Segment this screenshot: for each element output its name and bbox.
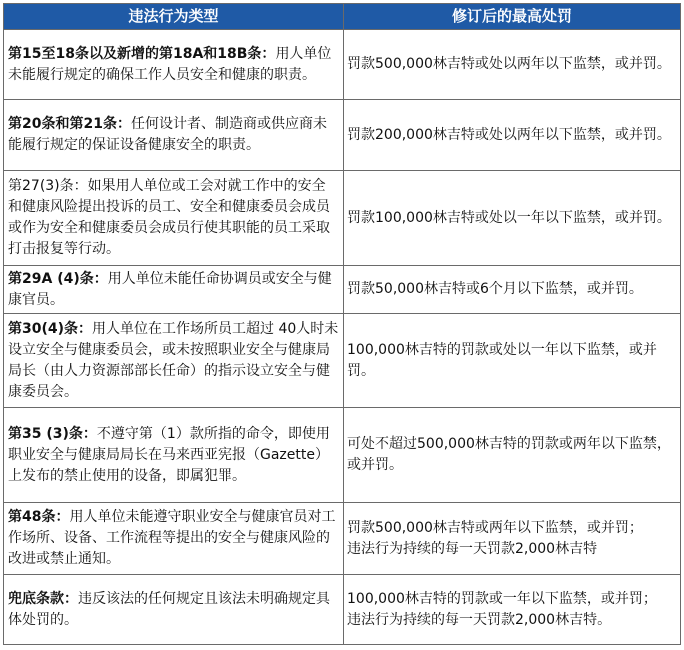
table-row xyxy=(4,30,681,100)
penalty-cell xyxy=(344,408,681,503)
violation-cell xyxy=(4,503,344,575)
penalty-cell xyxy=(344,503,681,575)
violation-cell xyxy=(4,314,344,408)
penalty-text: 罚款100,000林吉特或处以一年以下监禁，或并罚。 xyxy=(347,209,671,226)
penalty-table xyxy=(3,3,681,645)
clause-label: 第35 (3)条： xyxy=(8,425,97,442)
penalty-text: 罚款200,000林吉特或处以两年以下监禁，或并罚。 xyxy=(347,126,671,143)
violation-text: 违反该法的任何规定且该法未明确规定具体处罚的。 xyxy=(8,590,330,628)
violation-text: 第27(3)条：如果用人单位或工会对就工作中的安全和健康风险提出投诉的员工、安全和健康委员会成员或作为安全和健康委员会成员行使其职能的员工采取打击报复等行动。 xyxy=(8,178,330,257)
violation-text: 用人单位在工作场所员工超过 40人时未设立安全与健康委员会，或未按照职业安全与健康局局长（由人力资源部部长任命）的指示设立安全与健康委员会。 xyxy=(8,320,339,400)
penalty-text: 罚款500,000林吉特或处以两年以下监禁，或并罚。 xyxy=(347,56,671,72)
penalty-text: 可处不超过500,000林吉特的罚款或两年以下监禁，或并罚。 xyxy=(347,436,671,473)
violation-text: 用人单位未能遵守职业安全与健康官员对工作场所、设备、工作流程等提出的安全与健康风险的改进或禁止通知。 xyxy=(8,509,336,567)
violation-cell xyxy=(4,575,344,645)
violation-text: 任何设计者、制造商或供应商未能履行规定的保证设备健康安全的职责。 xyxy=(8,116,327,153)
clause-label: 第48条： xyxy=(8,509,70,525)
violation-cell xyxy=(4,30,344,100)
penalty-text: 罚款50,000林吉特或6个月以下监禁，或并罚。 xyxy=(347,281,643,297)
penalty-text: 100,000林吉特的罚款或一年以下监禁，或并罚； xyxy=(347,590,657,607)
header-violation-type: 违法行为类型 xyxy=(4,4,344,30)
violation-cell xyxy=(4,266,344,314)
violation-text: 不遵守第（1）款所指的命令，即使用职业安全与健康局局长在马来西亚宪报（Gazette）上发布的禁止使用的设备，即属犯罪。 xyxy=(8,425,330,484)
table-row xyxy=(4,171,681,266)
clause-label: 第30(4)条： xyxy=(8,320,93,337)
penalty-text: 罚款500,000林吉特或两年以下监禁，或并罚； xyxy=(347,519,643,536)
table-header-row xyxy=(4,4,681,30)
penalty-table-container xyxy=(3,3,680,645)
penalty-cell xyxy=(344,314,681,408)
penalty-cell xyxy=(344,266,681,314)
violation-text: 用人单位未能任命协调员或安全与健康官员。 xyxy=(8,270,332,308)
penalty-cell xyxy=(344,171,681,266)
penalty-daily-text: 违法行为持续的每一天罚款2,000林吉特。 xyxy=(347,611,612,628)
clause-label: 第15至18条以及新增的第18A和18B条： xyxy=(8,45,276,62)
violation-text: 用人单位未能履行规定的确保工作人员安全和健康的职责。 xyxy=(8,45,332,83)
table-row xyxy=(4,503,681,575)
table-row xyxy=(4,408,681,503)
violation-cell xyxy=(4,171,344,266)
penalty-daily-text: 违法行为持续的每一天罚款2,000林吉特 xyxy=(347,540,598,557)
clause-label: 第29A (4)条： xyxy=(8,270,108,287)
header-max-penalty: 修订后的最高处罚 xyxy=(344,4,681,30)
table-row xyxy=(4,314,681,408)
clause-label: 第20条和第21条： xyxy=(8,116,131,132)
violation-cell xyxy=(4,408,344,503)
penalty-cell xyxy=(344,100,681,171)
penalty-cell xyxy=(344,30,681,100)
table-row xyxy=(4,100,681,171)
table-row xyxy=(4,575,681,645)
clause-label: 兜底条款： xyxy=(8,590,78,607)
penalty-text: 100,000林吉特的罚款或处以一年以下监禁，或并罚。 xyxy=(347,341,657,379)
penalty-cell xyxy=(344,575,681,645)
violation-cell xyxy=(4,100,344,171)
table-row xyxy=(4,266,681,314)
